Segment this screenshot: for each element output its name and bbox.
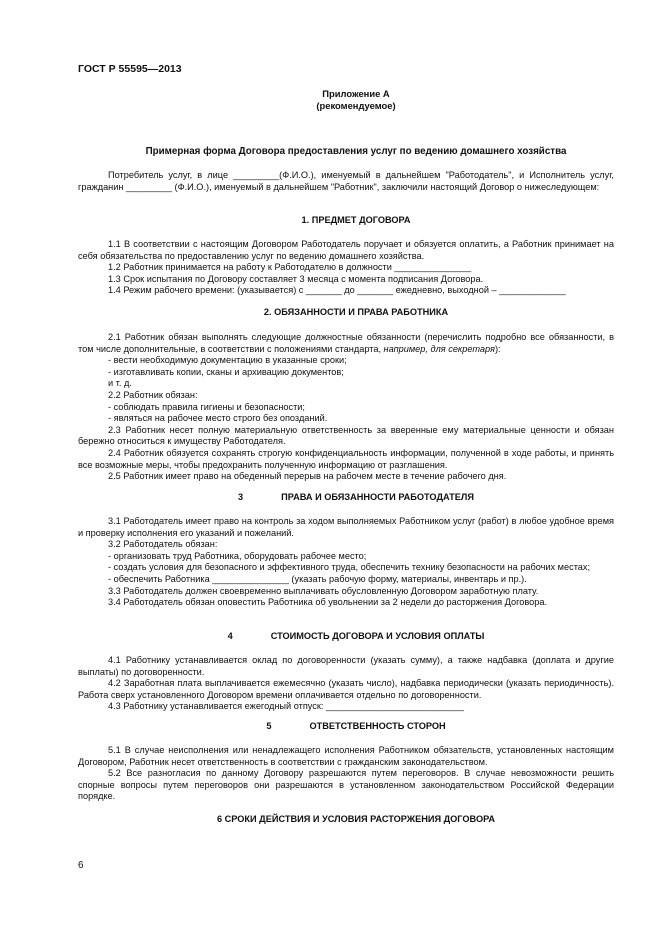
section-3-number: 3 [238,492,244,502]
section-4-heading: СТОИМОСТЬ ДОГОВОРА И УСЛОВИЯ ОПЛАТЫ [270,631,485,641]
section-1-title: 1. ПРЕДМЕТ ДОГОВОРА [301,215,411,225]
list-item: - изготавливать копии, сканы и архивацию документов; [108,366,344,377]
list-item: - организовать труд Работника, оборудовать рабочее место; [108,550,367,561]
document-title: Примерная форма Договора предоставления услуг по ведению домашнего хозяйства [145,146,567,157]
clause-5-1: 5.1 В случае неисполнения или ненадлежащего исполнения Работником обязательств, установленных настоящим Договором, Работник несет ответственность в соответствии с гражданским законодательством. [78,745,614,767]
clause-1-2: 1.2 Работник принимается на работу к Работодателю в должности _______________ [108,262,472,273]
section-5-number: 5 [266,721,272,731]
clause-2-3: 2.3 Работник несет полную материальную ответственность за вверенные ему материальные ценности и обязан бережно относиться к имуществу Работодателя. [78,424,614,447]
appendix-label: Приложение А [322,88,390,99]
intro-paragraph: Потребитель услуг, в лице _________(Ф.И.О.), именуемый в дальнейшем "Работодатель", и Исполнитель услуг, гражданин _________ (Ф.И.О.), именуемый в дальнейшем "Работник", заключили настоящий Договор о нижеследующем: [78,170,614,192]
clause-2-4: 2.4 Работник обязуется сохранять строгую конфиденциальность информации, полученной в ходе работы, и принять все возможные меры, чтобы предохранить полученную информацию от разглашения. [78,447,614,470]
section-3-title [78,492,634,504]
section-3-heading: ПРАВА И ОБЯЗАННОСТИ РАБОТОДАТЕЛЯ [281,492,474,502]
list-item: - соблюдать правила гигиены и безопасности; [108,401,305,412]
section-4-title [78,631,634,643]
section-5-body [78,745,614,803]
clause-2-1-text: 2.1 Работник обязан выполнять следующие должностные обязанности (перечислить подробно все обязанности, в том числе дополнительные, в соответствии с положениями стандарта, [78,332,614,354]
clause-2-1 [78,332,614,355]
clause-2-1-example: например, для секретаря [383,343,495,354]
clause-5-2: 5.2 Все разногласия по данному Договору разрешаются путем переговоров. В случае невозможности решить спорные вопросы путем переговоров они разрешаются в установленном законодательством Российской Федерации порядке. [78,768,614,802]
list-item: - вести необходимую документацию в указанные сроки; [108,355,347,366]
section-4-body [78,655,614,713]
section-5-title [78,721,634,733]
clause-1-4: 1.4 Режим рабочего времени: (указывается) с _______ до _______ ежедневно, выходной – _____________ [108,285,566,296]
section-5-heading: ОТВЕТСТВЕННОСТЬ СТОРОН [309,721,446,731]
clause-3-4: 3.4 Работодатель обязан оповестить Работника об увольнении за 2 недели до расторжения Договора. [108,597,548,608]
section-2-title: 2. ОБЯЗАННОСТИ И ПРАВА РАБОТНИКА [263,307,449,317]
page-number: 6 [78,860,84,871]
list-item: - создать условия для безопасного и эффективного труда, обеспечить технику безопасности на рабочих местах; [108,562,591,573]
clause-3-1: 3.1 Работодатель имеет право на контроль за ходом выполняемых Работником услуг (работ) в любое удобное время и проверку исполнения его указаний и пожеланий. [78,516,614,538]
clause-2-2: 2.2 Работник обязан: [108,389,198,400]
appendix-type: (рекомендуемое) [316,100,396,111]
clause-4-3: 4.3 Работнику устанавливается ежегодный отпуск: ___________________________ [108,701,464,712]
section-6-title: 6 СРОКИ ДЕЙСТВИЯ И УСЛОВИЯ РАСТОРЖЕНИЯ ДОГОВОРА [216,814,496,824]
clause-4-2: 4.2 Заработная плата выплачивается ежемесячно (указать число), надбавка периодически (указать периодичность). Работа сверх установленного Договором времени оплачивается отдельно по договоренности. [78,678,614,700]
clause-1-3: 1.3 Срок испытания по Договору составляет 3 месяца с момента подписания Договора. [108,273,484,284]
section-4-number: 4 [227,631,233,641]
clause-2-1-end: ): [494,343,501,354]
standard-header: ГОСТ Р 55595—2013 [78,63,182,75]
clause-3-2: 3.2 Работодатель обязан: [108,539,218,550]
list-item: - обеспечить Работника _______________ (указать рабочую форму, материалы, инвентарь и пр.). [108,573,527,584]
section-3-body [78,516,614,609]
list-item: и т. д. [108,378,132,389]
intro-block [78,170,614,193]
clause-3-3: 3.3 Работодатель должен своевременно выплачивать обусловленную Договором заработную плату. [108,585,539,596]
list-item: - являться на рабочее место строго без опозданий. [108,413,328,424]
clause-2-5: 2.5 Работник имеет право на обеденный перерыв на рабочем месте в течение рабочего дня. [108,471,507,482]
section-2-body [78,332,614,483]
clause-4-1: 4.1 Работнику устанавливается оклад по договоренности (указать сумму), а также надбавка (доплата и другие выплаты) по договоренности. [78,655,614,677]
clause-1-1: 1.1 В соответствии с настоящим Договором Работодатель поручает и обязуется оплатить, а Работник принимает на себя обязательства по предоставлению услуг по ведению домашнего хозяйства. [78,239,614,261]
appendix-heading [78,88,634,112]
section-1-body [78,239,614,297]
